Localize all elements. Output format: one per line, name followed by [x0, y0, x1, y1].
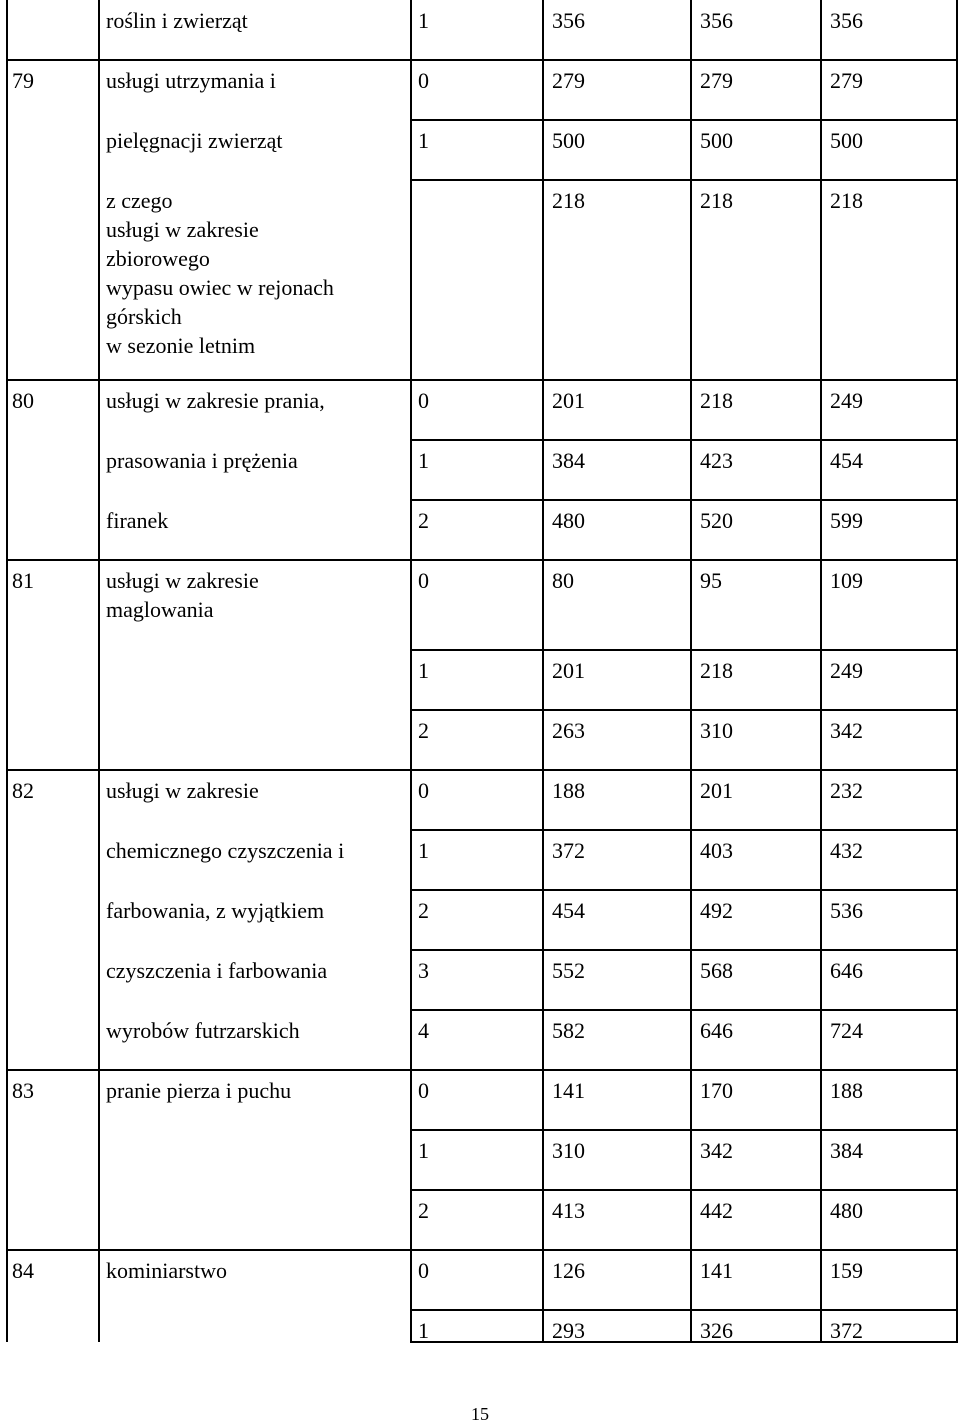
- service-description: usługi w zakresie maglowania: [106, 568, 259, 622]
- price-value: 432: [830, 838, 863, 863]
- price-value: 480: [552, 508, 585, 533]
- price-value: 326: [700, 1318, 733, 1343]
- price-value: 480: [830, 1198, 863, 1223]
- row-rule: [410, 829, 958, 831]
- row-rule: [410, 1341, 958, 1343]
- row-rule: [410, 1009, 958, 1011]
- column-rule: [820, 0, 822, 1342]
- row-number: 81: [12, 568, 34, 593]
- service-description: usługi w zakresie: [106, 778, 259, 803]
- price-value: 188: [830, 1078, 863, 1103]
- service-description: chemicznego czyszczenia i: [106, 838, 345, 863]
- price-value: 279: [552, 68, 585, 93]
- price-value: 141: [700, 1258, 733, 1283]
- row-rule: [6, 559, 958, 561]
- row-rule: [410, 499, 958, 501]
- row-rule: [410, 709, 958, 711]
- row-number: 82: [12, 778, 34, 803]
- row-number: 79: [12, 68, 34, 93]
- price-value: 500: [830, 128, 863, 153]
- column-rule: [542, 0, 544, 1342]
- price-value: 218: [700, 188, 733, 213]
- service-description: usługi w zakresie prania,: [106, 388, 325, 413]
- price-value: 109: [830, 568, 863, 593]
- price-value: 500: [700, 128, 733, 153]
- zone-code: 4: [418, 1018, 429, 1043]
- price-value: 310: [700, 718, 733, 743]
- service-description: farbowania, z wyjątkiem: [106, 898, 325, 923]
- zone-code: 1: [418, 8, 429, 33]
- service-description: czyszczenia i farbowania: [106, 958, 328, 983]
- price-value: 279: [830, 68, 863, 93]
- zone-code: 1: [418, 658, 429, 683]
- price-value: 159: [830, 1258, 863, 1283]
- price-value: 218: [830, 188, 863, 213]
- price-value: 384: [830, 1138, 863, 1163]
- service-description: usługi utrzymania i: [106, 68, 276, 93]
- price-value: 492: [700, 898, 733, 923]
- price-value: 413: [552, 1198, 585, 1223]
- price-value: 95: [700, 568, 722, 593]
- price-value: 599: [830, 508, 863, 533]
- row-rule: [410, 649, 958, 651]
- price-value: 454: [830, 448, 863, 473]
- row-rule: [410, 439, 958, 441]
- row-number: 84: [12, 1258, 34, 1283]
- price-value: 403: [700, 838, 733, 863]
- price-value: 342: [700, 1138, 733, 1163]
- price-value: 218: [700, 658, 733, 683]
- price-value: 568: [700, 958, 733, 983]
- column-rule: [98, 0, 100, 1342]
- zone-code: 0: [418, 1078, 429, 1103]
- service-description: firanek: [106, 508, 169, 533]
- row-rule: [6, 1249, 958, 1251]
- price-value: 384: [552, 448, 585, 473]
- price-value: 356: [700, 8, 733, 33]
- row-number: 83: [12, 1078, 34, 1103]
- service-description: roślin i zwierząt: [106, 8, 248, 33]
- service-description: wyrobów futrzarskich: [106, 1018, 300, 1043]
- service-description: pranie pierza i puchu: [106, 1078, 292, 1103]
- price-value: 218: [552, 188, 585, 213]
- price-value: 646: [700, 1018, 733, 1043]
- price-value: 520: [700, 508, 733, 533]
- price-value: 724: [830, 1018, 863, 1043]
- price-value: 249: [830, 658, 863, 683]
- service-description: z czego usługi w zakresie zbiorowego wypasu owiec w rejonach górskich w sezonie letnim: [106, 188, 334, 358]
- row-rule: [410, 179, 958, 181]
- zone-code: 3: [418, 958, 429, 983]
- price-value: 356: [830, 8, 863, 33]
- price-value: 552: [552, 958, 585, 983]
- row-rule: [6, 59, 958, 61]
- zone-code: 2: [418, 718, 429, 743]
- column-rule: [690, 0, 692, 1342]
- column-rule: [6, 0, 8, 1342]
- row-rule: [6, 1069, 958, 1071]
- price-value: 218: [700, 388, 733, 413]
- price-value: 454: [552, 898, 585, 923]
- price-value: 263: [552, 718, 585, 743]
- price-value: 232: [830, 778, 863, 803]
- row-rule: [410, 1129, 958, 1131]
- zone-code: 0: [418, 388, 429, 413]
- zone-code: 0: [418, 68, 429, 93]
- price-value: 646: [830, 958, 863, 983]
- page-number: 15: [471, 1404, 489, 1424]
- price-value: 80: [552, 568, 574, 593]
- price-value: 310: [552, 1138, 585, 1163]
- price-value: 141: [552, 1078, 585, 1103]
- price-value: 249: [830, 388, 863, 413]
- service-description: pielęgnacji zwierząt: [106, 128, 283, 153]
- price-value: 372: [552, 838, 585, 863]
- zone-code: 1: [418, 838, 429, 863]
- zone-code: 2: [418, 508, 429, 533]
- row-rule: [6, 769, 958, 771]
- zone-code: 0: [418, 568, 429, 593]
- row-rule: [410, 889, 958, 891]
- zone-code: 0: [418, 1258, 429, 1283]
- row-rule: [410, 949, 958, 951]
- price-value: 293: [552, 1318, 585, 1343]
- row-rule: [410, 119, 958, 121]
- price-value: 201: [552, 658, 585, 683]
- zone-code: 0: [418, 778, 429, 803]
- row-rule: [410, 1189, 958, 1191]
- price-value: 201: [552, 388, 585, 413]
- price-value: 582: [552, 1018, 585, 1043]
- price-value: 442: [700, 1198, 733, 1223]
- price-value: 342: [830, 718, 863, 743]
- price-value: 372: [830, 1318, 863, 1343]
- price-value: 423: [700, 448, 733, 473]
- service-description: prasowania i prężenia: [106, 448, 298, 473]
- zone-code: 2: [418, 898, 429, 923]
- zone-code: 2: [418, 1198, 429, 1223]
- row-number: 80: [12, 388, 34, 413]
- price-value: 356: [552, 8, 585, 33]
- price-value: 500: [552, 128, 585, 153]
- zone-code: 1: [418, 128, 429, 153]
- price-value: 201: [700, 778, 733, 803]
- zone-code: 1: [418, 448, 429, 473]
- zone-code: 1: [418, 1138, 429, 1163]
- column-rule: [956, 0, 958, 1342]
- row-rule: [6, 379, 958, 381]
- price-value: 188: [552, 778, 585, 803]
- service-description: kominiarstwo: [106, 1258, 227, 1283]
- price-value: 536: [830, 898, 863, 923]
- row-rule: [410, 1309, 958, 1311]
- zone-code: 1: [418, 1318, 429, 1343]
- price-value: 126: [552, 1258, 585, 1283]
- column-rule: [410, 0, 412, 1342]
- price-value: 170: [700, 1078, 733, 1103]
- price-value: 279: [700, 68, 733, 93]
